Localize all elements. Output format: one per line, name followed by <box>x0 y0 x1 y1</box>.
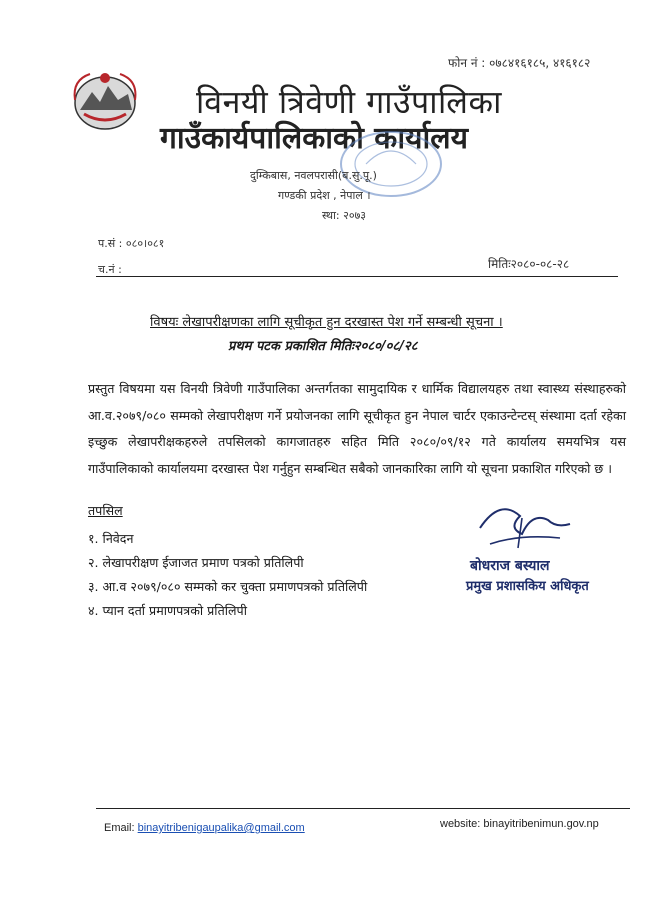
email-link[interactable]: binayitribenigaupalika@gmail.com <box>137 822 305 834</box>
office-title: गाउँकार्यपालिकाको कार्यालय <box>160 121 469 156</box>
details-heading: तपसिल <box>88 503 123 518</box>
notice-subject: विषयः लेखापरीक्षणका लागि सूचीकृत हुन दरखास्त पेश गर्ने सम्बन्धी सूचना । <box>150 315 503 330</box>
signature-mark <box>460 498 590 562</box>
footer-email <box>104 822 305 834</box>
notice-body: प्रस्तुत विषयमा यस विनयी त्रिवेणी गाउँपालिका अन्तर्गतका सामुदायिक र धार्मिक विद्यालयहरु तथा स्वास्थ्य संस्थाहरुको आ.व.२०७९/०८० सम्मको लेखापरीक्षण गर्ने प्रयोजनका लागि सूचीकृत हुन नेपाल चार्टर एकाउन्टेन्टस् संस्थामा दर्ता रहेका इच्छुक लेखापरीक्षकहरुले तपसिलको कागजातहरु सहित मिति २०८०/०९/१२ गते कार्यालय समयभित्र यस गाउँपालिकाको कार्यालयमा दरखास्त पेश गर्नुहुन सम्बन्धित सबैको जानकारिका लागि यो सूचना प्रकाशित गरिएको छ । <box>88 381 626 476</box>
dispatch-number: च.नं : <box>98 263 122 276</box>
nepal-emblem-icon <box>70 70 140 132</box>
address-line-1: दुम्किबास, नवलपरासी(ब.सु.पू.) <box>250 169 377 182</box>
established-year: स्था: २०७३ <box>322 209 367 222</box>
header-divider <box>96 276 618 277</box>
footer-website[interactable]: website: binayitribenimun.gov.np <box>440 818 599 830</box>
office-name: विनयी त्रिवेणी गाउँपालिका <box>196 83 502 121</box>
reference-number: प.सं : ०८०।०८१ <box>98 237 165 250</box>
list-item: १. निवेदन <box>88 531 134 546</box>
list-item: ४. प्यान दर्ता प्रमाणपत्रको प्रतिलिपी <box>88 603 247 618</box>
phone-number: फोन नं : ०७८४१६१८५, ४१६१८२ <box>448 56 591 70</box>
list-item: ३. आ.व २०७९/०८० सम्मको कर चुक्ता प्रमाणपत्रको प्रतिलिपी <box>88 579 368 594</box>
list-item: २. लेखापरीक्षण ईजाजत प्रमाण पत्रको प्रतिलिपी <box>88 555 304 570</box>
publication-date: प्रथम पटक प्रकाशित मितिः२०८०/०८/२८ <box>228 339 418 354</box>
address-line-2: गण्डकी प्रदेश , नेपाल । <box>278 189 371 202</box>
signatory-name: बोधराज बस्याल <box>470 558 550 574</box>
letter-date: मितिः२०८०-०८-२८ <box>488 257 570 271</box>
footer-divider <box>96 808 630 809</box>
signatory-title: प्रमुख प्रशासकिय अधिकृत <box>466 579 589 594</box>
email-label: Email: <box>104 822 135 834</box>
